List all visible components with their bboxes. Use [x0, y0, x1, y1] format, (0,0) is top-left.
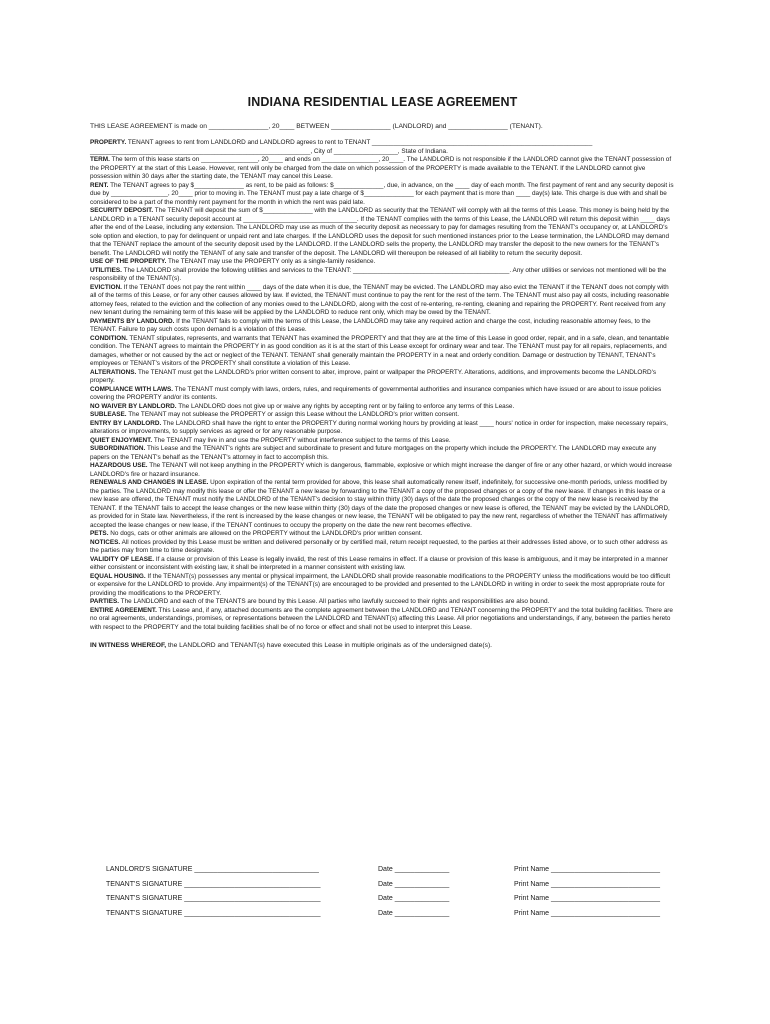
- lease-clause: [90, 530, 675, 539]
- date-line: Date ______________: [378, 866, 450, 873]
- lease-clause: [90, 258, 675, 267]
- clause-text: This Lease and the TENANT's rights are subject and subordinate to present and future mortgages on the property which include the PROPERTY. The LANDLORD may execute any papers on the TENANT's behalf as the TENANT's attorney in fact to accomplish this.: [90, 445, 657, 461]
- lease-clause: [90, 139, 675, 156]
- lease-clause: [90, 556, 675, 573]
- print-name-line: Print Name ____________________________: [514, 866, 660, 873]
- date-line: Date ______________: [378, 909, 450, 917]
- signature-row: [106, 881, 676, 896]
- clause-text: The TENANT will not keep anything in the PROPERTY which is dangerous, flammable, explosive or which might increase the danger of fire or any other hazard, or which would increase LANDLORD's fire or hazard insurance.: [90, 462, 672, 478]
- lease-clause: [90, 539, 675, 556]
- clause-heading: PAYMENTS BY LANDLORD.: [90, 317, 175, 325]
- clause-text: If a clause or provision of this Lease is legally invalid, the rest of this Lease remains in effect. If a clause or provision of this lease is ambiguous, and it may be interpreted in a manner either consistent or inconsistent with existing law, it shall be interpreted in a manner consistent with existing law.: [90, 555, 668, 572]
- clause-heading: SECURITY DEPOSIT.: [90, 207, 154, 215]
- lease-clause: [90, 267, 675, 284]
- signature-row: [106, 866, 676, 881]
- lease-clause: [90, 318, 675, 335]
- lease-clause: [90, 156, 675, 182]
- clause-text: TENANT stipulates, represents, and warrants that TENANT has examined the PROPERTY and that they are at the time of this Lease in good order, repair, and in a safe, clean, and tenantable condition. The TENANT agrees to maintain the PROPERTY in as good condition as it is at the start of this Lease except for ordinary wear and tear. The TENANT must pay for all repairs, replacements, and damages, whether or not caused by the act or neglect of the TENANT. TENANT shall generally maintain the PROPERTY in a neat and orderly condition. Damage or destruction by TENANT, TENANT's employees or TENANT's visitors of the PROPERTY shall constitute a violation of this Lease.: [90, 334, 670, 368]
- lease-clause: [90, 607, 675, 633]
- clause-text: The TENANT must comply with laws, orders, rules, and requirements of governmental authorities and insurance companies which have issued or are about to issue policies covering the PROPERTY and/or its contents.: [90, 385, 662, 402]
- lease-clause: [90, 462, 675, 479]
- clause-heading: EVICTION.: [90, 283, 122, 291]
- clause-text: This Lease and, if any, attached documents are the complete agreement between the LANDLORD and TENANT concerning the PROPERTY and the total building facilities. There are no oral agreements, understandings, promises, or representations between the LANDLORD and TENANT(s) affecting this Lease. All prior negotiations and understandings, if any, between the parties hereto with respect to the PROPERTY and the total building facilities shall be of no force or effect and shall not be used to interpret this Lease.: [90, 606, 673, 631]
- clause-text: If the TENANT fails to comply with the terms of this Lease, the LANDLORD may take any required action and charge the cost, including reasonable attorney fees, to the TENANT. Failure to pay such costs upon demand is a violation of this Lease.: [90, 317, 651, 334]
- clause-heading: ENTRY BY LANDLORD.: [90, 419, 162, 427]
- print-name-line: Print Name ____________________________: [514, 880, 660, 888]
- clause-text: The TENANT may live in and use the PROPERTY without interference subject to the terms of this Lease.: [153, 436, 451, 444]
- document-title: INDIANA RESIDENTIAL LEASE AGREEMENT: [247, 95, 518, 109]
- clause-heading: HAZARDOUS USE.: [90, 462, 148, 470]
- lease-document: [90, 95, 675, 651]
- signature-line: LANDLORD'S SIGNATURE ________________________________: [106, 866, 319, 873]
- clause-text: The TENANT may use the PROPERTY only as a single-family residence.: [168, 258, 376, 266]
- clause-heading: USE OF THE PROPERTY.: [90, 258, 167, 266]
- lease-clause: [90, 386, 675, 403]
- clause-text: The LANDLORD shall provide the following utilities and services to the TENANT: ____________________________________________. Any other utilities or services not mentioned will be the responsibility of the TENANT(s).: [90, 266, 667, 283]
- witness-statement: [90, 642, 675, 651]
- signature-row: [106, 910, 676, 925]
- clause-text: If the TENANT does not pay the rent within ____ days of the date when it is due, the TENANT may be evicted. The LANDLORD may also evict the TENANT if the TENANT does not comply with all of the terms of this Lease, or for any other causes allowed by law. If evicted, the TENANT must continue to pay the rent for the rest of the term. The TENANT must also pay all costs, including reasonable attorney fees, related to the eviction and the collection of any monies owed to the LANDLORD, along with the cost of re-entering, re-renting, cleaning and repairing the PROPERTY. Rent received from any new tenant during the remaining term of this lease will be applied by the LANDLORD to reduce rent only, which may be owed by the TENANT.: [90, 283, 670, 317]
- clause-text: Upon expiration of the rental term provided for above, this lease shall automatically renew itself, indefinitely, for successive one-month periods, unless modified by the parties. The LANDLORD may modify this lease or offer the TENANT a new lease by forwarding to the TENANT a copy of the proposed changes or a copy of the new lease. If changes in this lease or a new lease are offered, the TENANT must notify the LANDLORD of the TENANT's decision to stay within thirty (30) days of the date the proposed changes or the copy of the new lease is received by the TENANT. If the TENANT fails to accept the lease changes or the new lease within thirty (30) days of the date the proposed changes or new lease is offered, the TENANT may be evicted by the LANDLORD, as provided for in State law. Nevertheless, if the rent is increased by the lease changes or new lease, the TENANT will be obligated to pay the new rent, regardless of whether the TENANT has affirmatively accepted the lease changes or new lease, if the TENANT continues to occupy the property on the date the new rent becomes effective.: [90, 479, 670, 529]
- clause-heading: PETS.: [90, 530, 109, 538]
- lease-clause: [90, 479, 675, 530]
- clause-text: The term of this lease starts on ________________, 20____ and ends on ________________, 20____. The LANDLORD is not responsible if the LANDLORD cannot give the TENANT possession of the PROPERTY at the start of this Lease. However, rent will only be charged from the date on which possession of the PROPERTY is made available to the TENANT. If the LANDLORD cannot give possession within 30 days after the starting date, the TENANT may cancel this Lease.: [90, 156, 672, 181]
- clause-heading: RENEWALS AND CHANGES IN LEASE.: [90, 479, 209, 487]
- clause-text: TENANT agrees to rent from LANDLORD and LANDLORD agrees to rent to TENANT ______________________________________________________________ ______________________________________________________________, City of __________________, State of Indiana.: [90, 139, 593, 155]
- clause-text: No dogs, cats or other animals are allowed on the PROPERTY without the LANDLORD's prior written consent.: [110, 530, 423, 538]
- lease-clause: [90, 598, 675, 607]
- lease-clause: [90, 420, 675, 437]
- witness-heading: IN WITNESS WHEREOF,: [90, 642, 167, 650]
- lease-clause: [90, 335, 675, 369]
- signature-line: TENANT'S SIGNATURE ___________________________________: [106, 880, 321, 888]
- lease-clause: [90, 369, 675, 386]
- clause-text: All notices provided by this Lease must be written and delivered personally or by certified mail, return receipt requested, to the parties at their addresses listed above, or to such other address as the parties may from time to time designate.: [90, 538, 668, 555]
- lease-clause: [90, 403, 675, 412]
- clause-heading: QUIET ENJOYMENT.: [90, 436, 153, 444]
- lease-clause: [90, 411, 675, 420]
- signature-line: TENANT'S SIGNATURE ___________________________________: [106, 909, 321, 917]
- clause-text: The TENANT may not sublease the PROPERTY or assign this Lease without the LANDLORD's prior written consent.: [128, 411, 459, 419]
- lease-clause: [90, 573, 675, 599]
- clause-heading: SUBLEASE.: [90, 411, 127, 419]
- clause-list: [90, 139, 675, 632]
- clause-text: The TENANT agrees to pay $______________ as rent, to be paid as follows: $______________, due, in advance, on the ____ day of each month. The first payment of rent and any security deposit is due by ________________, 20____ prior to moving in. The TENANT must pay a late charge of $______________ for each payment that is more than ____ day(s) late. This charge is due with and shall be considered to be a part of the monthly rent payment for the month in which the rent was paid late.: [90, 181, 674, 206]
- clause-heading: PROPERTY.: [90, 139, 127, 147]
- lease-clause: [90, 437, 675, 446]
- signature-line: TENANT'S SIGNATURE ___________________________________: [106, 895, 321, 902]
- witness-text: the LANDLORD and TENANT(s) have executed this Lease in multiple originals as of the undersigned date(s).: [168, 642, 493, 650]
- clause-heading: VALIDITY OF LEASE.: [90, 555, 155, 563]
- clause-heading: NO WAIVER BY LANDLORD.: [90, 402, 177, 410]
- date-line: Date ______________: [378, 895, 450, 902]
- lease-clause: [90, 445, 675, 462]
- clause-text: The LANDLORD shall have the right to enter the PROPERTY during normal working hours by providing at least ____ hours' notice in order for inspection, make necessary repairs, alterations or improvements, to supply services as agreed or for any reasonable purpose.: [90, 419, 668, 436]
- clause-heading: TERM.: [90, 156, 110, 164]
- clause-text: The LANDLORD and each of the TENANTS are bound by this Lease. All parties who lawfully succeed to their rights and responsibilities are also bound.: [120, 598, 550, 606]
- clause-heading: ENTIRE AGREEMENT.: [90, 606, 157, 614]
- clause-text: The TENANT must get the LANDLORD's prior written consent to alter, improve, paint or wallpaper the PROPERTY. Alterations, additions, and improvements become the LANDLORD's property.: [90, 368, 657, 385]
- clause-text: If the TENANT(s) possesses any mental or physical impairment, the LANDLORD shall provide reasonable modifications to the PROPERTY unless the modifications would be too difficult or expensive for the LANDLORD to provide. Any impairment(s) of the TENANT(s) are encouraged to be provided and presented to the LANDLORD in writing in order to seek the most appropriate route for providing the modifications to the PROPERTY.: [90, 572, 671, 597]
- date-line: Date ______________: [378, 880, 450, 888]
- clause-heading: ALTERATIONS.: [90, 368, 137, 376]
- clause-heading: RENT.: [90, 181, 109, 189]
- clause-heading: EQUAL HOUSING.: [90, 572, 146, 580]
- print-name-line: Print Name ____________________________: [514, 909, 660, 917]
- lease-clause: [90, 182, 675, 208]
- signature-block: [106, 866, 676, 924]
- clause-text: The TENANT will deposit the sum of $______________ with the LANDLORD as security that the TENANT will comply with all the terms of this Lease. This money is being held by the LANDLORD in a TENANT security deposit account at ________________________________. If the TENANT complies with the terms of this Lease, the LANDLORD will return this deposit within ____ days after the end of the Lease, including any extension. The LANDLORD may use as much of the security deposit as necessary to pay for damages resulting from the TENANT's occupancy or, at LANDLORD's sole option and election, to pay for delinquent or unpaid rent and late charges. If the LANDLORD uses the deposit for such mentioned instances prior to the Lease termination, the LANDLORD may demand that the TENANT replace the amount of the security deposit used by the LANDLORD. If the LANDLORD sells the property, the LANDLORD may transfer the deposit to the new owners for the TENANT's benefit. The LANDLORD will notify the TENANT of any sale and transfer of the deposit. The LANDLORD will thereupon be released of all liability to return the security deposit.: [90, 207, 670, 257]
- clause-heading: UTILITIES.: [90, 266, 122, 274]
- lease-clause: [90, 207, 675, 258]
- print-name-line: Print Name ____________________________: [514, 895, 660, 902]
- clause-text: The LANDLORD does not give up or waive any rights by accepting rent or by failing to enforce any terms of this Lease.: [178, 402, 515, 410]
- clause-heading: CONDITION.: [90, 334, 128, 342]
- clause-heading: NOTICES.: [90, 538, 121, 546]
- lease-intro: THIS LEASE AGREEMENT is made on ________________, 20____ BETWEEN ________________ (LANDLORD) and ________________ (TENANT).: [90, 123, 543, 130]
- clause-heading: SUBORDINATION.: [90, 445, 146, 453]
- clause-heading: COMPLIANCE WITH LAWS.: [90, 385, 174, 393]
- clause-heading: PARTIES.: [90, 598, 119, 606]
- signature-row: [106, 895, 676, 910]
- lease-clause: [90, 284, 675, 318]
